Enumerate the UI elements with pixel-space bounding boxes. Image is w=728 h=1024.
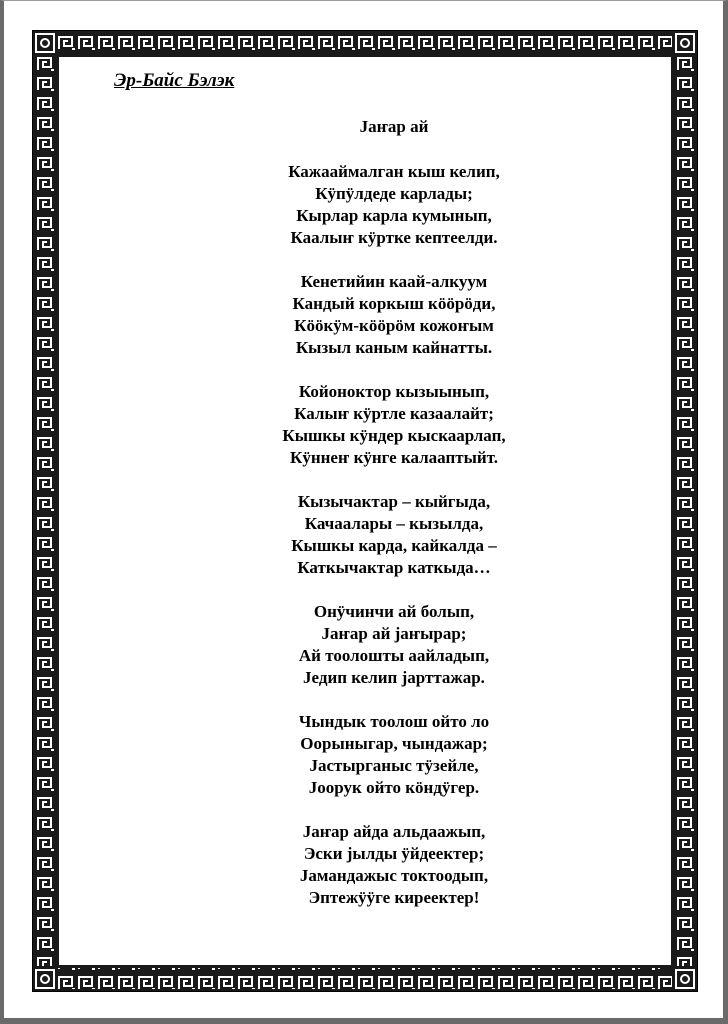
poem-line: Кышкы кӱндер кыскаарлап, xyxy=(282,426,506,445)
poem-line: Кӱпӱлдеде карлады; xyxy=(315,184,473,203)
poem-line: Јамандажыс токтоодып, xyxy=(299,866,489,885)
poem-line: Јоорук ойто кӧндӱгер. xyxy=(308,778,480,797)
poem-line: Кызычактар – кыйгыда, xyxy=(297,492,491,511)
poem-line: Ай тоолошты аайладып, xyxy=(298,646,490,665)
stanza xyxy=(196,711,592,799)
poem-line: Једип келип јарттажар. xyxy=(303,668,485,687)
poem-line: Эски јылды ӱйдеектер; xyxy=(303,844,485,863)
author-name: Эр-Байс Бэлэк xyxy=(114,70,235,91)
poem-line: Кажааймалган кыш келип, xyxy=(288,162,500,181)
poem-title: Јаҥар ай xyxy=(359,117,429,136)
bottom-key-band xyxy=(58,968,672,989)
stanza xyxy=(196,601,592,689)
poem-line: Јаҥар ай јаҥырар; xyxy=(321,624,467,643)
stanza xyxy=(196,161,592,249)
stanza xyxy=(196,271,592,359)
top-key-band xyxy=(58,33,672,54)
stanza xyxy=(196,491,592,579)
poem-line: Койоноктор кызыынып, xyxy=(298,382,490,401)
stanza xyxy=(196,821,592,909)
poem-line: Качаалары – кызылда, xyxy=(304,514,484,533)
poem-line: Јаҥар айда альдаажып, xyxy=(302,822,486,841)
poem-line: Кызыл каным кайнатты. xyxy=(295,338,493,357)
left-key-band xyxy=(35,56,56,966)
poem-line: Кырлар карла кумынып, xyxy=(296,206,492,225)
poem-line: Чындык тоолош ойто ло xyxy=(298,712,490,731)
poem-line: Јастырганыс тӱзейле, xyxy=(309,756,479,775)
poem-line: Кандый коркыш кӧӧрӧди, xyxy=(292,294,496,313)
right-key-band xyxy=(674,56,695,966)
poem-line: Кӧӧкӱм-кӧӧрӧм кожоҥым xyxy=(294,316,494,335)
poem-line: Кышкы карда, кайкалда – xyxy=(291,536,497,555)
stanza xyxy=(196,381,592,469)
poem-line: Каалыҥ кӱртке кептеелди. xyxy=(290,228,498,247)
poem-line: Калыҥ кӱртле казаалайт; xyxy=(294,404,494,423)
poem-line: Оорыныгар, чындажар; xyxy=(300,734,488,753)
poem-line: Кенетийин каай-алкуум xyxy=(300,272,488,291)
poem-line: Кӱннеҥ кӱнге калааптыйт. xyxy=(290,448,498,467)
poem-line: Каткычактар каткыда… xyxy=(297,558,491,577)
poem-line: Эптежӱӱге киреектер! xyxy=(308,888,480,907)
poem-line: Онӱчинчи ай болып, xyxy=(313,602,475,621)
poem xyxy=(196,116,592,931)
